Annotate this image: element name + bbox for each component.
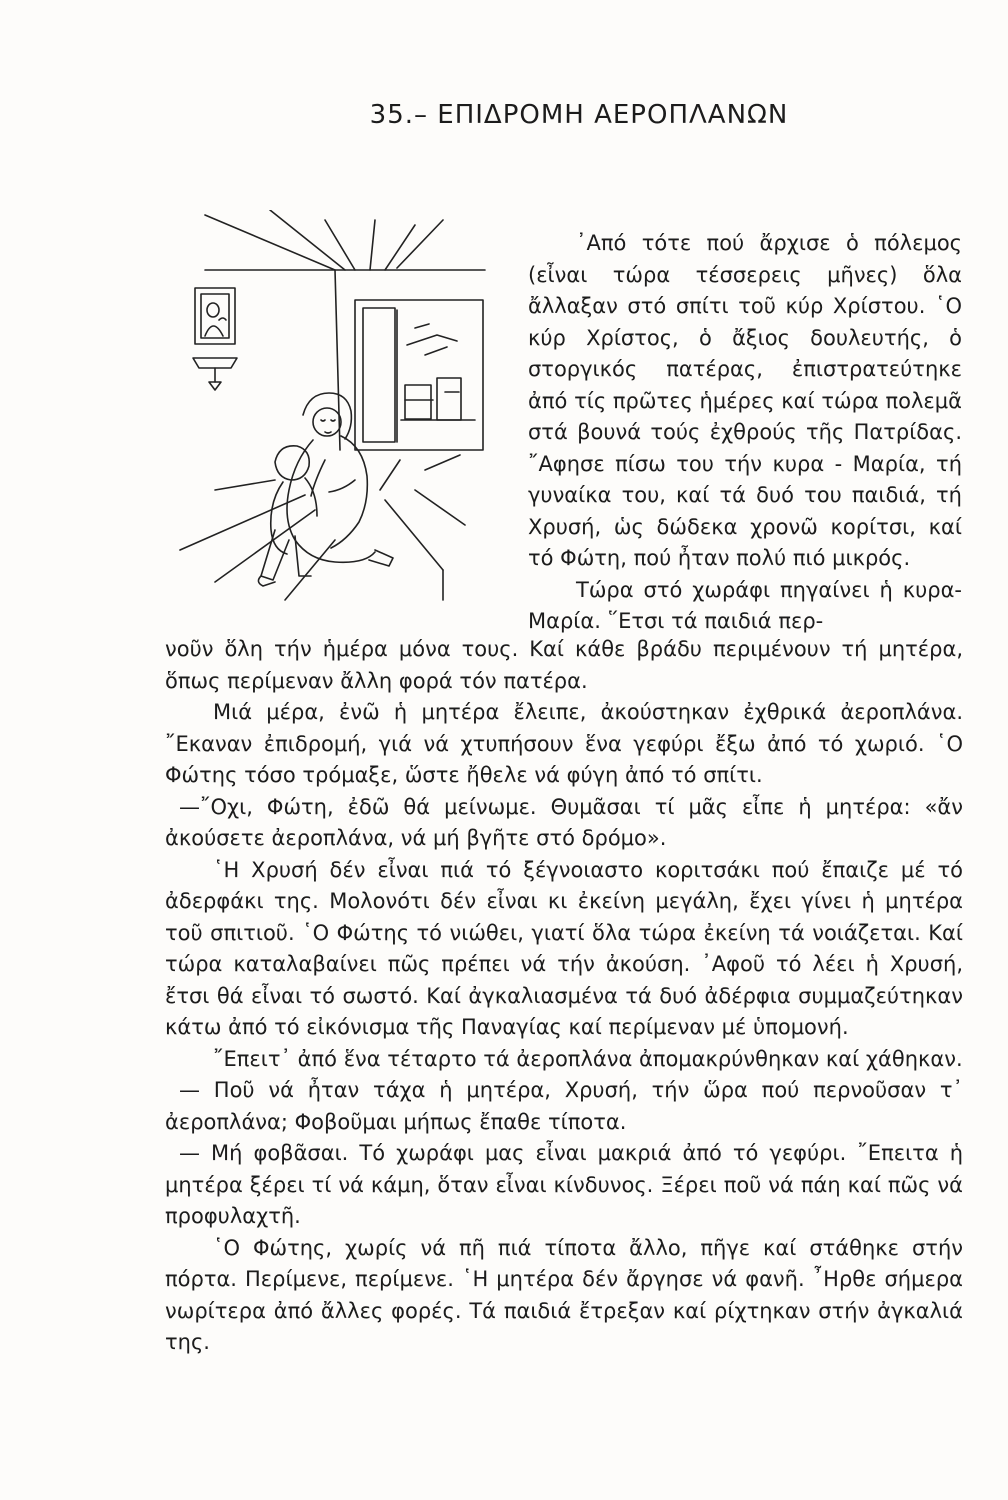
paragraph: ῾Η Χρυσή δέν εἶναι πιά τό ξέγνοιαστο κοριτσάκι πού ἔπαιζε μέ τό ἀδερφάκι της. Μολονότι δέν εἶναι κι ἐκείνη μεγάλη, ἔχει γίνει ἡ μητέρα τοῦ σπιτιοῦ. ῾Ο Φώτης τό νιώθει, γιατί ὅλα τώρα ἐκείνη τά νοιάζεται. Καί τώρα καταλαβαίνει πῶς πρέπει νά τήν ἀκούση. ᾽Αφοῦ τό λέει ἡ Χρυσή, ἔτσι θά εἶναι τό σωστό. Καί ἀγκαλιασμένα τά δυό ἀδέρφια συμμαζεύτηκαν κάτω ἀπό τό εἰκόνισμα τῆς Παναγίας καί περίμεναν μέ ὑπομονή. xyxy=(165,857,963,1039)
dialogue-line: —῎Οχι, Φώτη, ἐδῶ θά μείνωμε. Θυμᾶσαι τί μᾶς εἶπε ἡ μητέρα: «ἄν ἀκούσετε ἀεροπλάνα, νά μή βγῆτε στό δρόμο». xyxy=(165,794,963,850)
main-text-block xyxy=(165,634,963,1359)
paragraph-field: Τώρα στό χωράφι πηγαίνει ἡ κυρα-Μαρία. ῞Ετσι τά παιδιά περ- xyxy=(528,577,962,633)
floor-lines xyxy=(180,455,465,600)
paragraph: Μιά μέρα, ἐνῶ ἡ μητέρα ἔλειπε, ἀκούστηκαν ἐχθρικά ἀεροπλάνα. ῎Εκαναν ἐπιδρομή, γιά νά χτυπήσουν ἕνα γεφύρι ἔξω ἀπό τό χωριό. ῾Ο Φώτης τόσο τρόμαξε, ὥστε ἤθελε νά φύγη ἀπό τό σπίτι. xyxy=(165,700,963,787)
mother-figure xyxy=(287,393,393,566)
paragraph: ῎Επειτ᾽ ἀπό ἕνα τέταρτο τά ἀεροπλάνα ἀπομακρύνθηκαν καί χάθηκαν. xyxy=(213,1046,963,1071)
dialogue-line: — Ποῦ νά ἦταν τάχα ἡ μητέρα, Χρυσή, τήν ὥρα πού περνοῦσαν τ᾽ ἀεροπλάνα; Φοβοῦμαι μήπως ἔπαθε τίποτα. xyxy=(165,1078,963,1134)
dialogue-line: — Μή φοβᾶσαι. Τό χωράφι μας εἶναι μακριά ἀπό τό γεφύρι. ῎Επειτα ἡ μητέρα ξέρει τί νά κάμη, ὅταν εἶναι κίνδυνος. Ξέρει ποῦ νά πάη καί πῶς νά προφυλαχτῆ. xyxy=(165,1141,963,1228)
icon-of-virgin-mary xyxy=(193,288,237,390)
chapter-title: 35.– ΕΠΙΔΡΟΜΗ ΑΕΡΟΠΛΑΝΩΝ xyxy=(369,100,789,130)
paragraph: ῾Ο Φώτης, χωρίς νά πῆ πιά τίποτα ἄλλο, πῆγε καί στάθηκε στήν πόρτα. Περίμενε, περίμενε. ῾Η μητέρα δέν ἄργησε νά φανῆ. ῏Ηρθε σήμερα νωρίτερα ἀπό ἄλλες φορές. Τά παιδιά ἔτρεξαν καί ρίχτηκαν στήν ἀγκαλιά της. xyxy=(165,1235,963,1354)
ceiling-lines xyxy=(205,210,485,450)
mother-and-child-illustration xyxy=(175,210,520,620)
window xyxy=(355,300,483,450)
paragraph-intro: ᾽Από τότε πού ἄρχισε ὁ πόλεμος (εἶναι τώρα τέσσερεις μῆνες) ὅλα ἄλλαξαν στό σπίτι τοῦ κύρ Χρίστου. ῾Ο κύρ Χρίστος, ὁ ἄξιος δουλευτής, ὁ στοργικός πατέρας, ἐπιστρατεύτηκε ἀπό τίς πρῶτες ἡμέρες καί τώρα πολεμᾶ στά βουνά τούς ἐχθρούς τῆς Πατρίδας. ῎Αφησε πίσω του τήν κυρα - Μαρία, τή γυναίκα του, καί τά δυό του παιδιά, τή Χρυσή, ὡς δώδεκα χρονῶ κορίτσι, καί τό Φώτη, πού ἦταν πολύ πιό μικρός. xyxy=(528,231,962,570)
paragraph: νοῦν ὅλη τήν ἡμέρα μόνα τους. Καί κάθε βράδυ περιμένουν τή μητέρα, ὅπως περίμεναν ἄλλη φορά τόν πατέρα. xyxy=(165,637,963,693)
wrapped-text-block xyxy=(528,228,962,638)
